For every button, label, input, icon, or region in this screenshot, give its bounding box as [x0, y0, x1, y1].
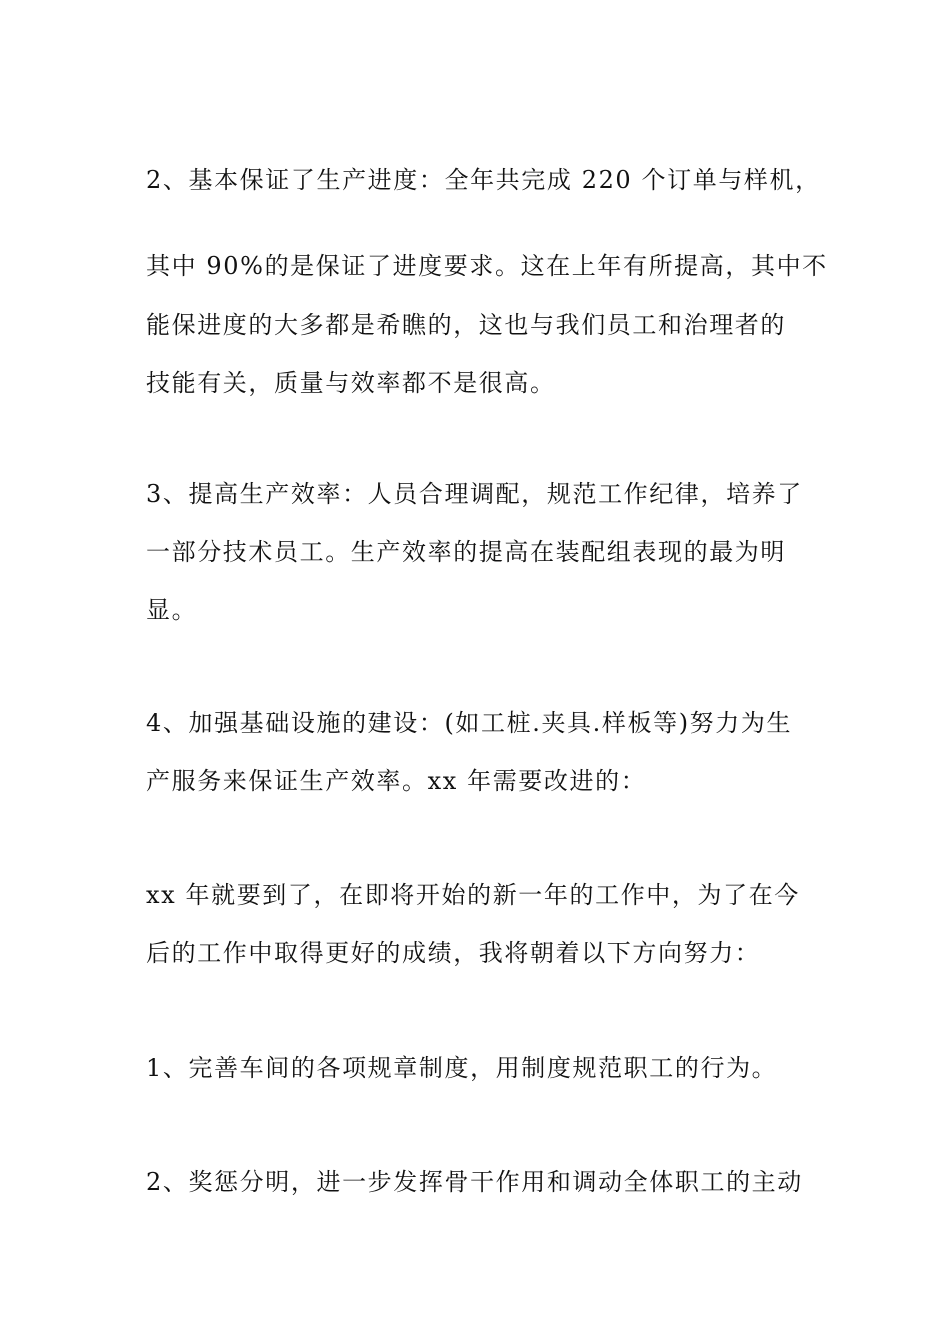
paragraph-line: 产服务来保证生产效率。xx 年需要改进的： — [146, 767, 647, 795]
paragraph-line: 1、完善车间的各项规章制度，用制度规范职工的行为。 — [146, 1054, 778, 1082]
paragraph-line: 2、基本保证了生产进度：全年共完成 220 个订单与样机， — [146, 166, 821, 194]
paragraph-line: 2、奖惩分明，进一步发挥骨干作用和调动全体职工的主动 — [146, 1168, 803, 1196]
paragraph-line: xx 年就要到了，在即将开始的新一年的工作中，为了在今 — [146, 881, 800, 909]
paragraph-line: 显。 — [146, 596, 198, 624]
paragraph-line: 技能有关，质量与效率都不是很高。 — [146, 369, 556, 397]
paragraph-line: 4、加强基础设施的建设：(如工桩.夹具.样板等)努力为生 — [146, 709, 793, 737]
paragraph-line: 后的工作中取得更好的成绩，我将朝着以下方向努力： — [146, 939, 761, 967]
paragraph-line: 一部分技术员工。生产效率的提高在装配组表现的最为明 — [146, 538, 786, 566]
paragraph-line: 3、提高生产效率：人员合理调配，规范工作纪律，培养了 — [146, 480, 803, 508]
paragraph-line: 能保进度的大多都是希瞧的，这也与我们员工和治理者的 — [146, 311, 786, 339]
paragraph-line: 其中 90%的是保证了进度要求。这在上年有所提高，其中不 — [146, 252, 828, 280]
